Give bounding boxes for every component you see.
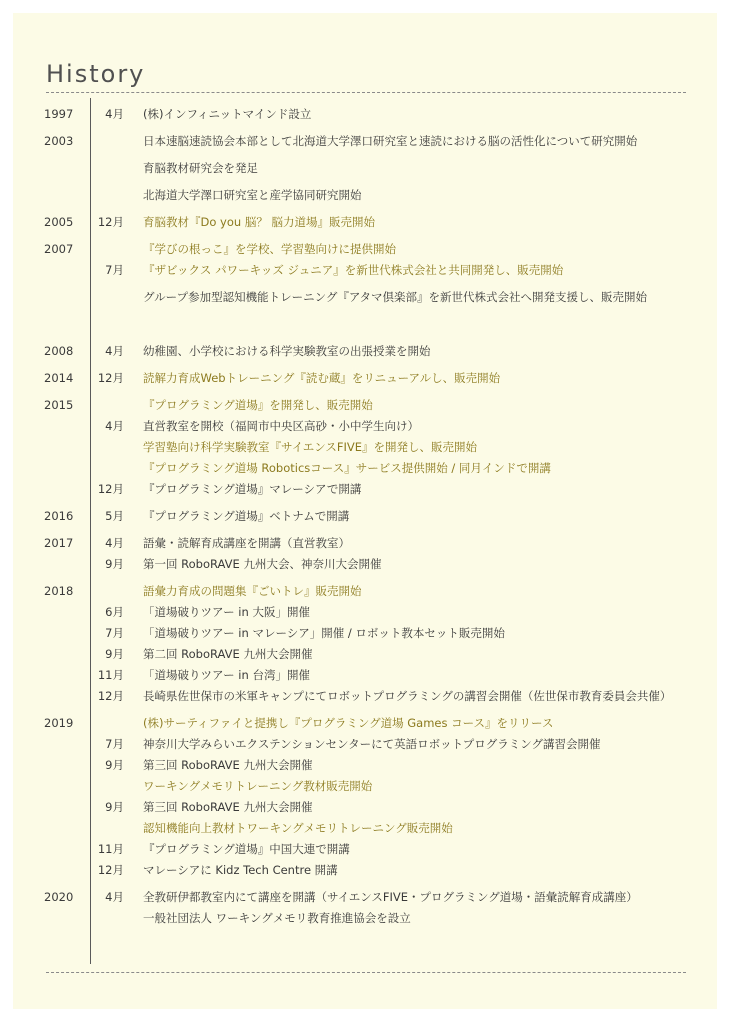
history-month: 7月 <box>105 737 124 751</box>
history-year: 2019 <box>44 716 74 730</box>
history-month: 9月 <box>105 557 124 571</box>
history-month: 7月 <box>105 263 124 277</box>
history-year: 2008 <box>44 344 74 358</box>
history-event: 全教研伊都教室内にて講座を開講（サイエンスFIVE・プログラミング道場・語彙読解育成講座） <box>143 890 638 904</box>
history-event: ワーキングメモリトレーニング教材販売開始 <box>143 779 373 793</box>
history-month: 4月 <box>105 536 124 550</box>
history-month: 12月 <box>97 215 124 229</box>
top-divider <box>46 92 686 93</box>
bottom-divider <box>46 972 686 973</box>
history-event: 『プログラミング道場』マレーシアで開講 <box>143 482 362 496</box>
history-event: 『ザビックス パワーキッズ ジュニア』を新世代株式会社と共同開発し、販売開始 <box>143 263 564 277</box>
history-event: 直営教室を開校（福岡市中央区高砂・小中学生向け） <box>143 419 419 433</box>
history-event: 「道場破りツアー in マレーシア」開催 / ロボット教本セット販売開始 <box>143 626 505 640</box>
history-event: グループ参加型認知機能トレーニング『アタマ倶楽部』を新世代株式会社へ開発支援し、販売開始 <box>143 290 648 304</box>
history-event: 一般社団法人 ワーキングメモリ教育推進協会を設立 <box>143 911 411 925</box>
history-month: 12月 <box>97 482 124 496</box>
history-event: (株)サーティファイと提携し『プログラミング道場 Games コース』をリリース <box>143 716 554 730</box>
history-event: 学習塾向け科学実験教室『サイエンスFIVE』を開発し、販売開始 <box>143 440 478 454</box>
history-month: 11月 <box>97 668 124 682</box>
history-event: 幼稚園、小学校における科学実験教室の出張授業を開始 <box>143 344 431 358</box>
history-event: 語彙・読解育成講座を開講（直営教室） <box>143 536 350 550</box>
history-event: 育脳教材研究会を発足 <box>143 161 258 175</box>
history-month: 12月 <box>97 689 124 703</box>
history-year: 2017 <box>44 536 74 550</box>
history-month: 9月 <box>105 758 124 772</box>
history-year: 2015 <box>44 398 74 412</box>
history-month: 7月 <box>105 626 124 640</box>
history-event: 神奈川大学みらいエクステンションセンターにて英語ロボットプログラミング講習会開催 <box>143 737 601 751</box>
history-event: 語彙力育成の問題集『ごいトレ』販売開始 <box>143 584 362 598</box>
history-event: 認知機能向上教材トワーキングメモリトレーニング販売開始 <box>143 821 453 835</box>
history-year: 2007 <box>44 242 74 256</box>
history-event: 『プログラミング道場』ベトナムで開講 <box>143 509 350 523</box>
history-event: 第三回 RoboRAVE 九州大会開催 <box>143 800 313 814</box>
history-event: 『学びの根っこ』を学校、学習塾向けに提供開始 <box>143 242 396 256</box>
history-event: 『プログラミング道場』を開発し、販売開始 <box>143 398 373 412</box>
history-event: 長崎県佐世保市の米軍キャンプにてロボットプログラミングの講習会開催（佐世保市教育委員会共催） <box>143 689 672 703</box>
history-event: 『プログラミング道場 Roboticsコース』サービス提供開始 / 同月インドで開講 <box>143 461 551 475</box>
history-event: 育脳教材『Do you 脳？ 脳力道場』販売開始 <box>143 215 375 229</box>
history-month: 9月 <box>105 647 124 661</box>
history-year: 2005 <box>44 215 74 229</box>
history-event: 日本速脳速読協会本部として北海道大学澤口研究室と速読における脳の活性化について研究開始 <box>143 134 638 148</box>
history-event: 「道場破りツアー in 大阪」開催 <box>143 605 310 619</box>
history-month: 9月 <box>105 800 124 814</box>
history-event: 第三回 RoboRAVE 九州大会開催 <box>143 758 313 772</box>
history-year: 2018 <box>44 584 74 598</box>
history-year: 2014 <box>44 371 74 385</box>
history-month: 4月 <box>105 890 124 904</box>
history-event: 『プログラミング道場』中国大連で開講 <box>143 842 350 856</box>
history-event: マレーシアに Kidz Tech Centre 開講 <box>143 863 338 877</box>
history-event: 第一回 RoboRAVE 九州大会、神奈川大会開催 <box>143 557 382 571</box>
history-month: 4月 <box>105 344 124 358</box>
history-month: 6月 <box>105 605 124 619</box>
history-month: 5月 <box>105 509 124 523</box>
history-year: 2020 <box>44 890 74 904</box>
history-event: 第二回 RoboRAVE 九州大会開催 <box>143 647 313 661</box>
history-event: 読解力育成Webトレーニング『読む蔵』をリニューアルし、販売開始 <box>143 371 501 385</box>
history-year: 1997 <box>44 107 74 121</box>
history-year: 2016 <box>44 509 74 523</box>
history-month: 12月 <box>97 863 124 877</box>
history-month: 11月 <box>97 842 124 856</box>
history-year: 2003 <box>44 134 74 148</box>
history-event: 「道場破りツアー in 台湾」開催 <box>143 668 310 682</box>
history-event: (株)インフィニットマインド設立 <box>143 107 312 121</box>
history-month: 12月 <box>97 371 124 385</box>
history-month: 4月 <box>105 419 124 433</box>
history-month: 4月 <box>105 107 124 121</box>
history-event: 北海道大学澤口研究室と産学協同研究開始 <box>143 188 362 202</box>
page-title: History <box>46 60 146 88</box>
